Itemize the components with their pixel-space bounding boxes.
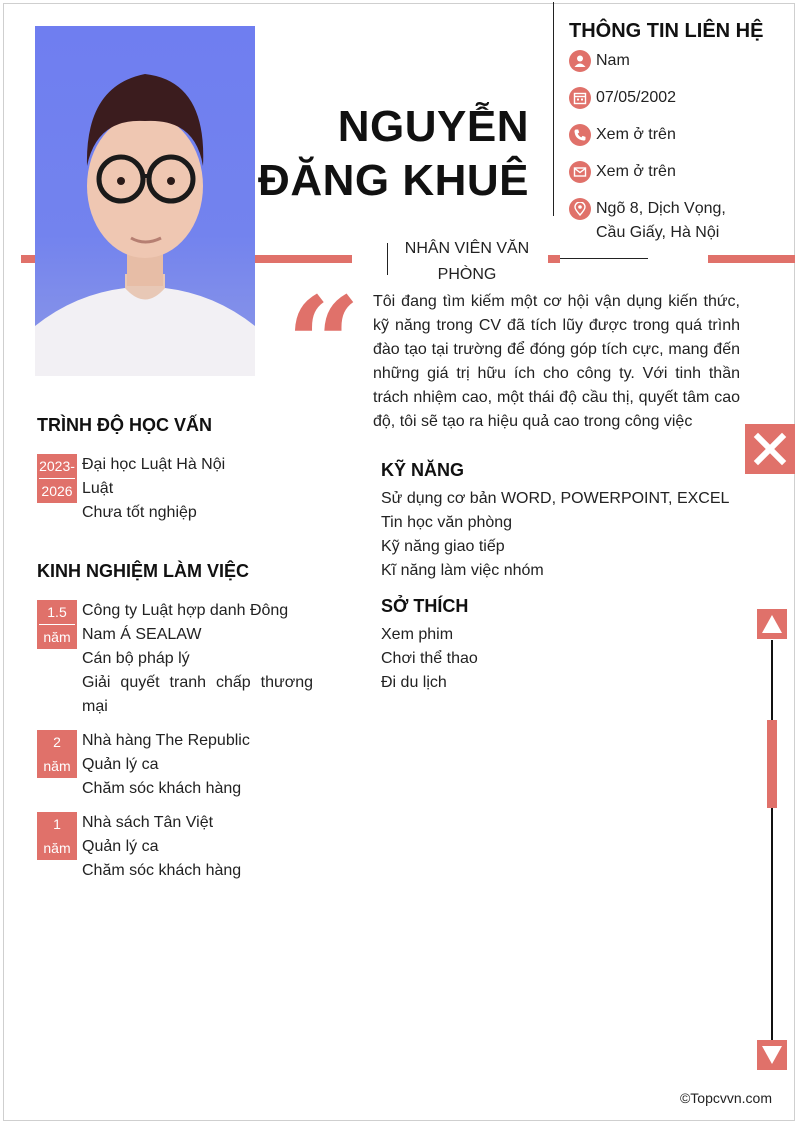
close-button[interactable] bbox=[745, 424, 795, 474]
education-title: TRÌNH ĐỘ HỌC VẤN bbox=[37, 415, 212, 435]
accent-bar bbox=[548, 255, 560, 263]
arrow-up-icon bbox=[761, 614, 783, 634]
mail-icon bbox=[569, 161, 591, 183]
experience-duration-badge bbox=[37, 730, 77, 778]
name-line-1: NGUYỄN bbox=[337, 102, 529, 151]
job-underline bbox=[560, 258, 648, 259]
education-status: Chưa tốt nghiệp bbox=[82, 504, 197, 521]
major: Luật bbox=[82, 480, 114, 497]
hobbies-list bbox=[381, 623, 478, 695]
footer-copyright: ©Topcvvn.com bbox=[679, 1090, 772, 1106]
quote-icon: “ bbox=[286, 268, 361, 421]
duration-unit: năm bbox=[43, 758, 71, 774]
address-text: Ngõ 8, Dịch Vọng, Cầu Giấy, Hà Nội bbox=[596, 200, 726, 241]
career-objective: Tôi đang tìm kiếm một cơ hội vận dụng kiến thức, kỹ năng trong CV đã tích lũy được trong quá trình đào tạo tại trường để đóng góp tích cực, mang đến những giá trị hữu ích cho công ty. Với tinh thần trách nhiệm cao, một thái độ cầu thị, quyết tâm cao độ, tôi sẽ tạo ra hiệu quả cao trong công việc bbox=[373, 293, 740, 430]
company-name: Nhà hàng The Republic bbox=[82, 732, 250, 749]
school-name: Đại học Luật Hà Nội bbox=[82, 456, 226, 473]
contact-address bbox=[569, 198, 759, 245]
contact-gender bbox=[569, 50, 630, 73]
experience-entry bbox=[82, 811, 313, 883]
list-item: Kĩ năng làm việc nhóm bbox=[381, 562, 544, 579]
list-item: Xem phim bbox=[381, 626, 454, 643]
education-period-badge bbox=[37, 454, 77, 503]
location-icon bbox=[569, 198, 591, 220]
experience-entry bbox=[82, 729, 313, 801]
close-icon bbox=[752, 431, 788, 467]
arrow-down-icon bbox=[761, 1045, 783, 1065]
duration-value: 1 bbox=[53, 816, 61, 832]
period-start: 2023- bbox=[39, 458, 75, 474]
job-role: Cán bộ pháp lý bbox=[82, 650, 190, 667]
list-item: Kỹ năng giao tiếp bbox=[381, 538, 505, 555]
duration-value: 2 bbox=[53, 734, 61, 750]
scroll-down-button[interactable] bbox=[757, 1040, 787, 1070]
name-line-2: ĐĂNG KHUÊ bbox=[258, 156, 529, 205]
skills-title: KỸ NĂNG bbox=[381, 460, 465, 480]
contact-divider bbox=[553, 2, 554, 216]
period-end: 2026 bbox=[41, 483, 73, 499]
job-task: Giải quyết tranh chấp thương mại bbox=[82, 674, 313, 715]
job-task: Chăm sóc khách hàng bbox=[82, 780, 242, 797]
contact-title: THÔNG TIN LIÊN HỆ bbox=[569, 20, 764, 42]
contact-phone bbox=[569, 124, 676, 147]
experience-duration-badge bbox=[37, 600, 77, 649]
contact-birthday bbox=[569, 87, 676, 110]
duration-value: 1.5 bbox=[47, 604, 67, 620]
job-task: Chăm sóc khách hàng bbox=[82, 862, 242, 879]
list-item: Chơi thể thao bbox=[381, 650, 478, 667]
experience-duration-badge bbox=[37, 812, 77, 860]
birthday-text: 07/05/2002 bbox=[596, 89, 677, 106]
company-name: Công ty Luật hợp danh Đông Nam Á SEALAW bbox=[82, 602, 289, 643]
job-role: Quản lý ca bbox=[82, 756, 159, 773]
scroll-up-button[interactable] bbox=[757, 609, 787, 639]
calendar-icon bbox=[569, 87, 591, 109]
skills-list bbox=[381, 487, 729, 583]
phone-icon bbox=[569, 124, 591, 146]
education-entry bbox=[82, 453, 313, 525]
contact-email bbox=[569, 161, 676, 184]
email-text: Xem ở trên bbox=[596, 163, 676, 180]
experience-entry bbox=[82, 599, 313, 719]
duration-unit: năm bbox=[43, 840, 71, 856]
phone-text: Xem ở trên bbox=[596, 126, 676, 143]
gender-text: Nam bbox=[596, 52, 630, 69]
hobbies-title: SỞ THÍCH bbox=[381, 596, 469, 616]
accent-bar bbox=[708, 255, 795, 263]
user-icon bbox=[569, 50, 591, 72]
scrollbar-track[interactable] bbox=[771, 640, 773, 1040]
company-name: Nhà sách Tân Việt bbox=[82, 814, 214, 831]
job-role: Quản lý ca bbox=[82, 838, 159, 855]
scrollbar-thumb[interactable] bbox=[767, 720, 777, 808]
list-item: Tin học văn phòng bbox=[381, 514, 513, 531]
experience-title: KINH NGHIỆM LÀM VIỆC bbox=[37, 561, 250, 581]
job-title: NHÂN VIÊN VĂN PHÒNG bbox=[404, 240, 530, 283]
profile-photo bbox=[35, 26, 255, 376]
job-divider bbox=[387, 243, 388, 275]
duration-unit: năm bbox=[43, 629, 71, 645]
accent-bar bbox=[255, 255, 352, 263]
list-item: Đi du lịch bbox=[381, 674, 447, 691]
list-item: Sử dụng cơ bản WORD, POWERPOINT, EXCEL bbox=[381, 490, 730, 507]
